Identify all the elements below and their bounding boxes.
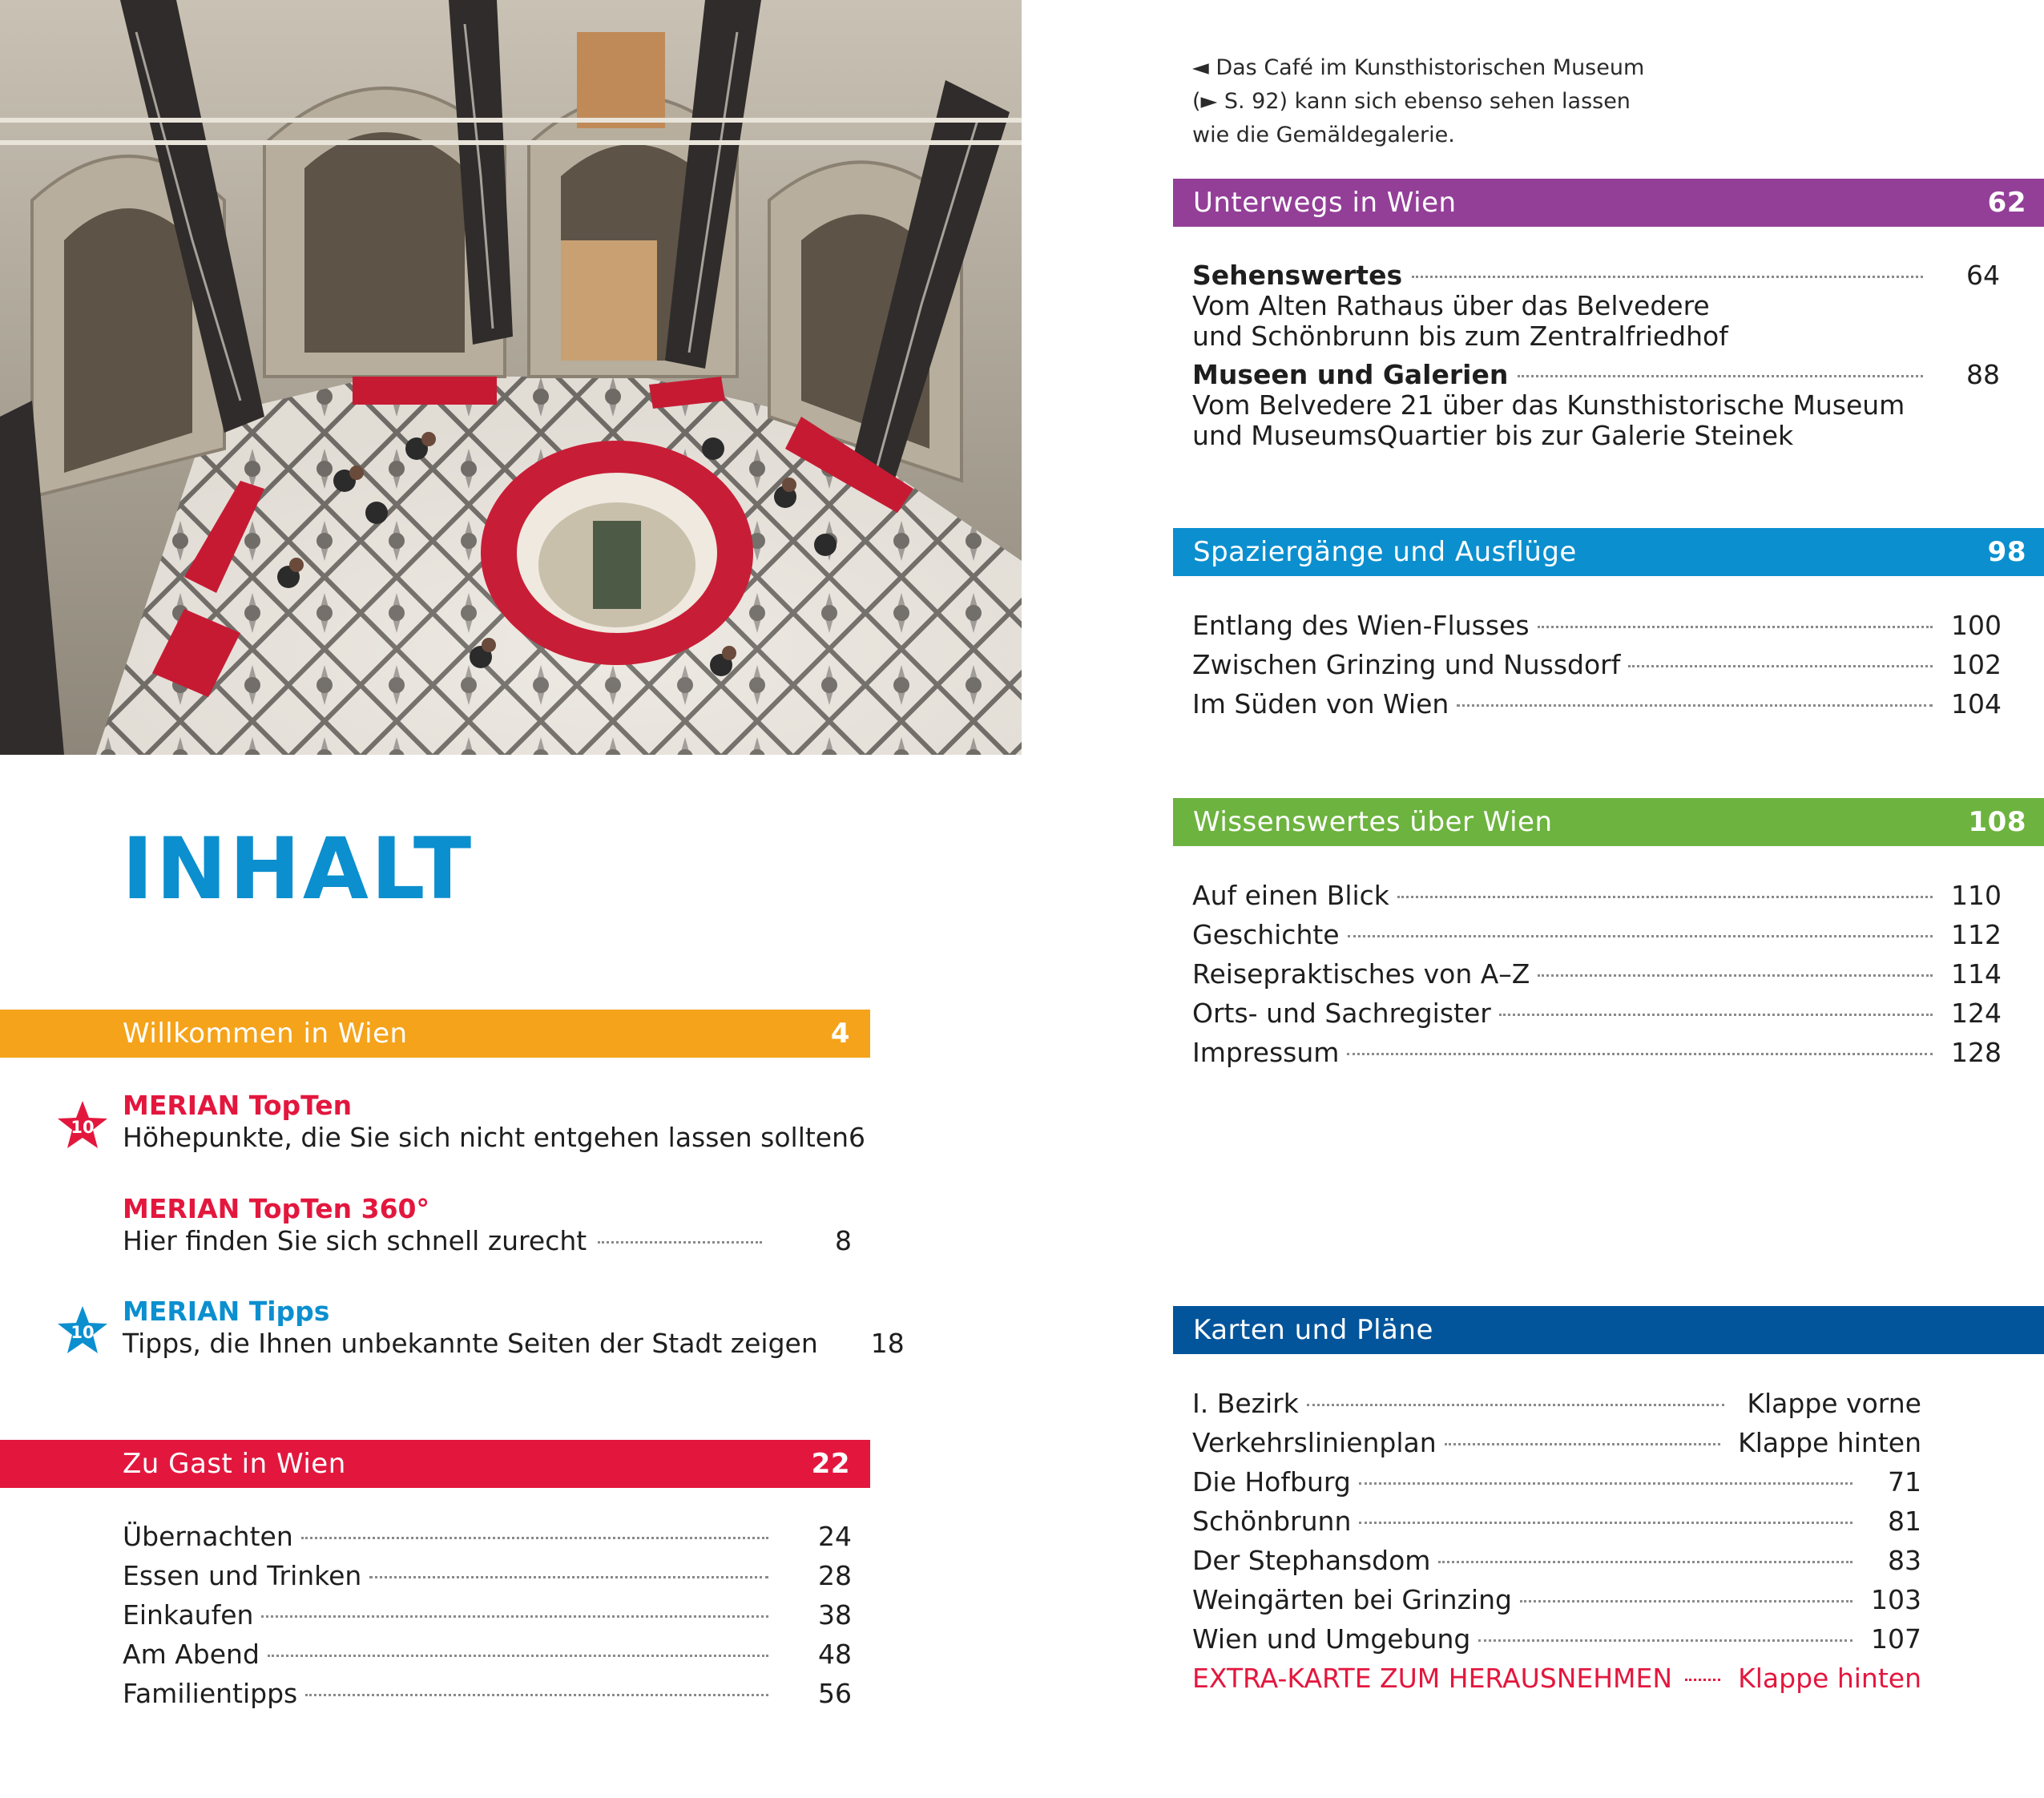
entry-description: und Schönbrunn bis zum Zentralfriedhof (1192, 320, 1728, 352)
highlight-text: Höhepunkte, die Sie sich nicht entgehen lassen sollten (123, 1122, 849, 1153)
section-page: 98 (1987, 536, 2026, 568)
highlight-page: 8 (835, 1225, 852, 1256)
section-title: Wissenswertes über Wien (1193, 806, 1553, 838)
entry-description: Vom Belvedere 21 über das Kunsthistorische Museum (1192, 389, 1905, 421)
section-title: Spaziergänge und Ausflüge (1193, 536, 1577, 568)
entry-label: Übernachten (123, 1521, 293, 1552)
toc-entry[interactable] (1192, 954, 2002, 994)
entry-description: und MuseumsQuartier bis zur Galerie Steinek (1192, 420, 1794, 451)
entry-page: 110 (1951, 880, 2002, 911)
wissenswertes-list (1192, 876, 2002, 1072)
entry-page: 112 (1951, 919, 2002, 950)
karten-list (1192, 1384, 1921, 1698)
entry-page: 107 (1871, 1623, 1921, 1655)
toc-entry-museen[interactable] (1192, 359, 2000, 451)
entry-page: 104 (1951, 688, 2002, 720)
toc-entry[interactable] (1192, 684, 2002, 724)
entry-label: Museen und Galerien (1192, 359, 1509, 390)
entry-label: Der Stephansdom (1192, 1545, 1431, 1576)
museum-cafe-photo (0, 0, 1022, 755)
highlight-topten[interactable] (123, 1090, 866, 1154)
section-bar-willkommen[interactable] (0, 1010, 870, 1058)
entry-page: 71 (1888, 1466, 1921, 1498)
entry-page: 103 (1871, 1584, 1921, 1615)
section-title: Karten und Pläne (1193, 1314, 1433, 1346)
entry-page: Klappe hinten (1738, 1663, 1921, 1694)
entry-label: Wien und Umgebung (1192, 1623, 1471, 1655)
red-star-icon (56, 1099, 109, 1152)
entry-label: Schönbrunn (1192, 1506, 1352, 1537)
toc-entry[interactable] (1192, 1580, 1921, 1619)
entry-page: 24 (818, 1521, 852, 1552)
toc-entry[interactable] (123, 1595, 852, 1635)
highlight-page: 18 (870, 1328, 905, 1359)
toc-entry-extra-map[interactable] (1192, 1659, 1921, 1698)
zu-gast-list (123, 1517, 852, 1713)
section-page: 62 (1987, 187, 2026, 219)
section-bar-zu-gast[interactable] (0, 1440, 870, 1488)
highlight-heading: MERIAN Tipps (123, 1296, 330, 1327)
entry-page: 102 (1951, 649, 2002, 680)
caption-line: wie die Gemäldegalerie. (1192, 123, 1455, 147)
entry-page: 38 (818, 1599, 852, 1631)
highlight-text: Tipps, die Ihnen unbekannte Seiten der Stadt zeigen (123, 1328, 818, 1359)
entry-label: Verkehrslinienplan (1192, 1427, 1437, 1458)
entry-page: 124 (1951, 998, 2002, 1029)
entry-page: 114 (1951, 958, 2002, 990)
entry-label: Geschichte (1192, 919, 1340, 950)
highlight-topten-360[interactable] (123, 1193, 852, 1257)
highlight-page: 6 (849, 1122, 866, 1153)
badge-number: 10 (71, 1323, 95, 1342)
entry-page: 81 (1888, 1506, 1921, 1537)
toc-entry[interactable] (1192, 1541, 1921, 1580)
toc-entry[interactable] (1192, 1033, 2002, 1072)
badge-number: 10 (71, 1118, 95, 1137)
entry-page: 64 (1966, 260, 2000, 291)
toc-entry[interactable] (1192, 606, 2002, 645)
section-page: 108 (1968, 806, 2026, 838)
photo-caption (1192, 51, 1645, 152)
toc-entry[interactable] (1192, 915, 2002, 954)
entry-page: 100 (1951, 610, 2002, 641)
page-title: INHALT (122, 820, 474, 918)
toc-entry[interactable] (1192, 994, 2002, 1033)
entry-page: 48 (818, 1639, 852, 1670)
entry-page: 128 (1951, 1037, 2002, 1068)
entry-label: Im Süden von Wien (1192, 688, 1449, 720)
toc-entry[interactable] (1192, 876, 2002, 915)
entry-label: Einkaufen (123, 1599, 254, 1631)
toc-entry-sehenswertes[interactable] (1192, 260, 2000, 352)
entry-description: Vom Alten Rathaus über das Belvedere (1192, 290, 1710, 321)
entry-label: Orts- und Sachregister (1192, 998, 1491, 1029)
section-bar-karten[interactable] (1173, 1306, 2044, 1354)
toc-entry[interactable] (1192, 1502, 1921, 1541)
entry-label: EXTRA-KARTE ZUM HERAUSNEHMEN (1192, 1663, 1673, 1694)
entry-label: Impressum (1192, 1037, 1340, 1068)
entry-page: Klappe hinten (1738, 1427, 1921, 1458)
entry-page: Klappe vorne (1747, 1388, 1921, 1419)
section-bar-wissenswertes[interactable] (1173, 798, 2044, 846)
toc-entry[interactable] (123, 1674, 852, 1713)
section-title: Zu Gast in Wien (123, 1448, 346, 1480)
highlight-heading: MERIAN TopTen 360° (123, 1193, 430, 1224)
toc-entry[interactable] (1192, 1619, 1921, 1659)
caption-line: (► S. 92) kann sich ebenso sehen lassen (1192, 89, 1631, 114)
highlight-text: Hier finden Sie sich schnell zurecht (123, 1225, 587, 1256)
entry-page: 88 (1966, 359, 2000, 390)
caption-line: ◄ Das Café im Kunsthistorischen Museum (1192, 55, 1645, 80)
entry-label: Zwischen Grinzing und Nussdorf (1192, 649, 1621, 680)
entry-label: Essen und Trinken (123, 1560, 362, 1591)
toc-entry[interactable] (1192, 645, 2002, 684)
toc-entry[interactable] (1192, 1384, 1921, 1423)
section-page: 4 (830, 1018, 850, 1050)
section-bar-spaziergaenge[interactable] (1173, 528, 2044, 576)
entry-label: Familientipps (123, 1678, 298, 1709)
highlight-heading: MERIAN TopTen (123, 1090, 353, 1121)
section-page: 22 (811, 1448, 850, 1480)
entry-label: I. Bezirk (1192, 1388, 1299, 1419)
entry-page: 56 (818, 1678, 852, 1709)
section-title: Unterwegs in Wien (1193, 187, 1457, 219)
toc-entry[interactable] (123, 1635, 852, 1674)
toc-entry[interactable] (123, 1517, 852, 1556)
toc-entry[interactable] (1192, 1462, 1921, 1502)
entry-page: 83 (1888, 1545, 1921, 1576)
entry-label: Entlang des Wien-Flusses (1192, 610, 1530, 641)
entry-label: Sehenswertes (1192, 260, 1403, 291)
toc-entry[interactable] (123, 1556, 852, 1595)
toc-entry[interactable] (1192, 1423, 1921, 1462)
highlight-tipps[interactable] (123, 1296, 905, 1360)
entry-label: Am Abend (123, 1639, 260, 1670)
entry-label: Weingärten bei Grinzing (1192, 1584, 1512, 1615)
entry-label: Auf einen Blick (1192, 880, 1389, 911)
blue-star-icon (56, 1304, 109, 1357)
section-bar-unterwegs[interactable] (1173, 179, 2044, 227)
section-title: Willkommen in Wien (123, 1018, 408, 1050)
entry-label: Reisepraktisches von A–Z (1192, 958, 1530, 990)
entry-label: Die Hofburg (1192, 1466, 1351, 1498)
spaziergaenge-list (1192, 606, 2002, 724)
entry-page: 28 (818, 1560, 852, 1591)
